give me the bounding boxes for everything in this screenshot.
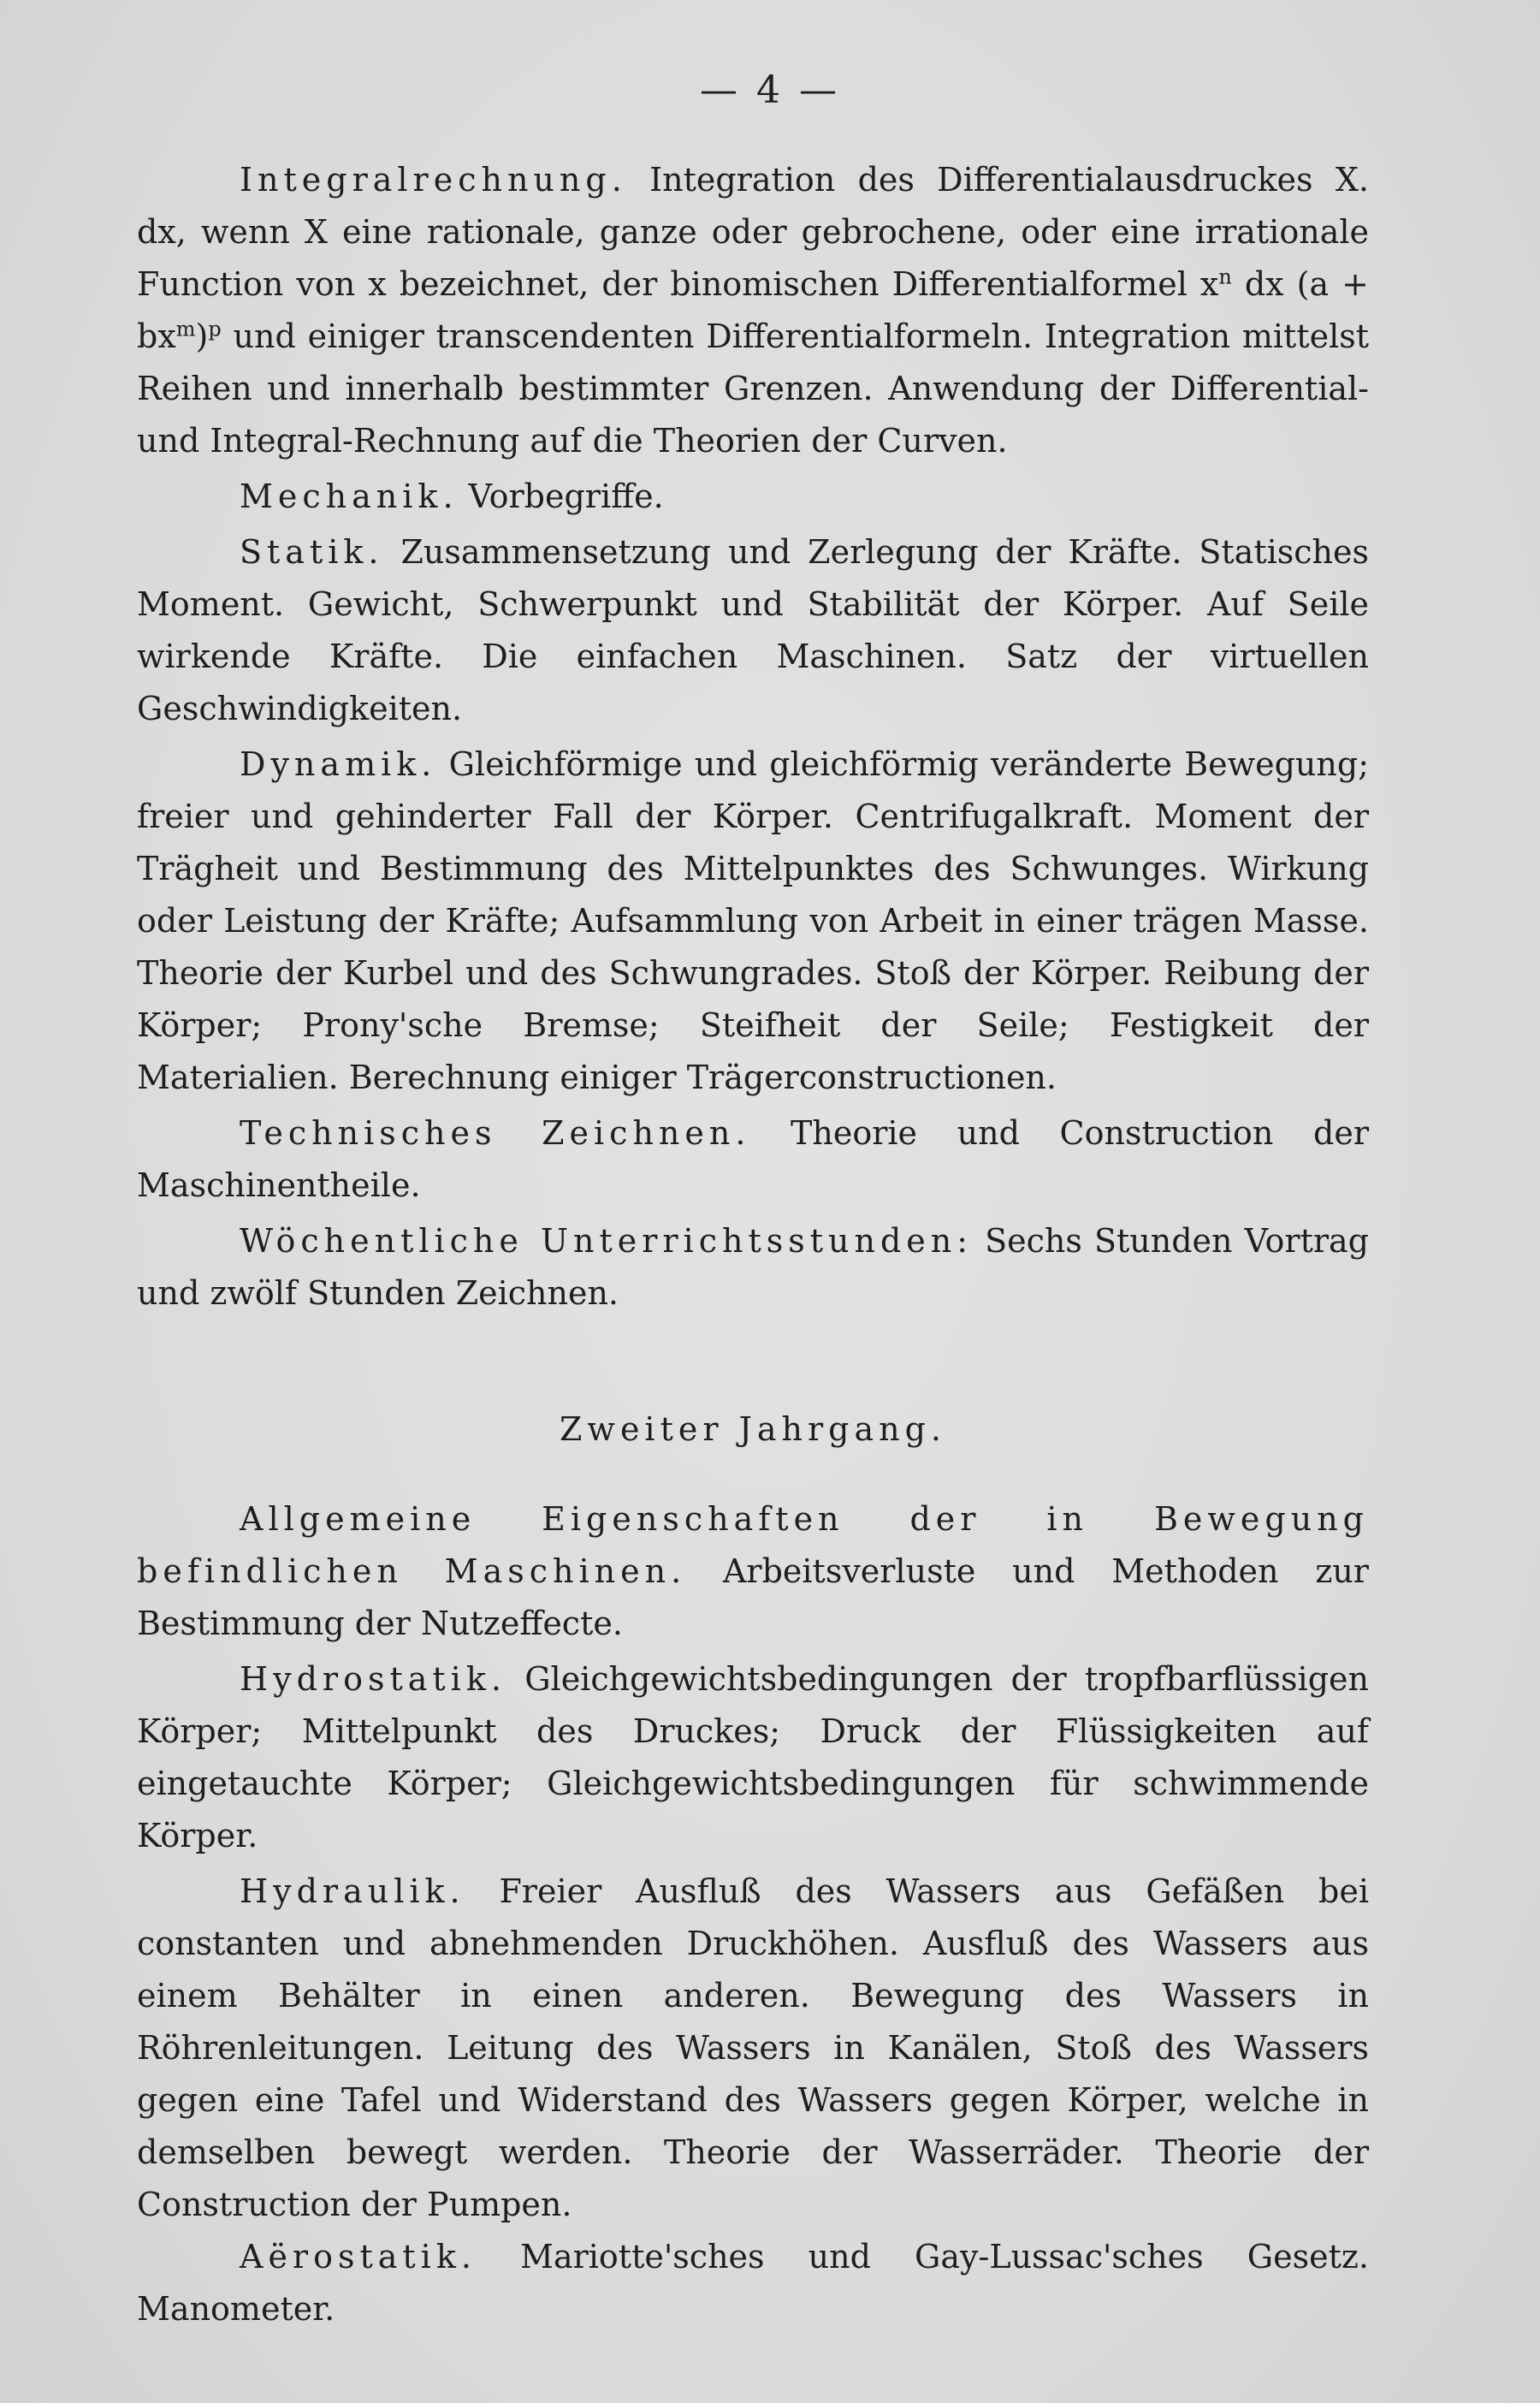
paragraph-technisches-zeichnen xyxy=(137,1107,1369,1212)
paragraph-text: Theorie und Construction der Maschinentheile. xyxy=(137,1114,1369,1204)
paragraph-hydrostatik xyxy=(137,1653,1369,1862)
page-number: — 4 — xyxy=(700,68,840,112)
paragraph-text: Arbeitsverluste und Methoden zur Bestimmung der Nutzeffecte. xyxy=(137,1552,1369,1642)
exponent-p: p xyxy=(208,317,222,341)
paragraph-statik xyxy=(137,526,1369,735)
term-integralrechnung: Integralrechnung. xyxy=(240,161,627,199)
paragraph-aerostatik xyxy=(137,2231,1369,2335)
term-technisches-zeichnen: Technisches Zeichnen. xyxy=(240,1114,751,1152)
paragraph-text: Freier Ausfluß des Wassers aus Gefäßen bei constanten und abnehmenden Druckhöhen. Ausfluß des Wassers aus einem Behälter in einen anderen. Bewegung des Wassers in Röhrenleitungen. Leitung des Wassers in Kanälen, Stoß des Wassers gegen eine Tafel und Widerstand des Wassers gegen Körper, welche in demselben bewegt werden. Theorie der Wasserräder. Theorie der Construction der Pumpen. xyxy=(137,1872,1369,2223)
term-allgemeine-eigenschaften: Allgemeine Eigenschaften der in Bewegung befindlichen Maschinen. xyxy=(137,1500,1369,1590)
term-dynamik: Dynamik. xyxy=(240,745,437,783)
paragraph-text: Zusammensetzung und Zerlegung der Kräfte. Statisches Moment. Gewicht, Schwerpunkt und Stabilität der Körper. Auf Seile wirkende Kräfte. Die einfachen Maschinen. Satz der virtuellen Geschwindigkeiten. xyxy=(137,533,1369,727)
paragraph-text: Sechs Stunden Vortrag und zwölf Stunden Zeichnen. xyxy=(137,1222,1369,1312)
exponent-n: n xyxy=(1218,264,1232,289)
term-aerostatik: Aërostatik. xyxy=(240,2238,477,2275)
paragraph-integralrechnung xyxy=(137,154,1369,467)
paragraph-text: dx (a + bx xyxy=(137,265,1369,355)
paragraph-unterrichtsstunden xyxy=(137,1215,1369,1320)
paragraph-text: Gleichförmige und gleichförmig veränderte Bewegung; freier und gehinderter Fall der Körper. Centrifugalkraft. Moment der Trägheit und Bestimmung des Mittelpunktes des Schwunges. Wirkung oder Leistung der Kräfte; Aufsammlung von Arbeit in einer trägen Masse. Theorie der Kurbel und des Schwungrades. Stoß der Körper. Reibung der Körper; Prony'sche Bremse; Steifheit der Seile; Festigkeit der Materialien. Berechnung einiger Trägerconstructionen. xyxy=(137,745,1369,1096)
term-hydraulik: Hydraulik. xyxy=(240,1872,465,1910)
paragraph-text: Mariotte'sches und Gay-Lussac'sches Gesetz. Manometer. xyxy=(137,2238,1369,2328)
paragraph-dynamik xyxy=(137,739,1369,1104)
paragraph-text: ) xyxy=(195,317,209,355)
paragraph-hydraulik xyxy=(137,1866,1369,2231)
term-hydrostatik: Hydrostatik. xyxy=(240,1660,506,1698)
section-heading: Zweiter Jahrgang. xyxy=(560,1410,946,1448)
term-statik: Statik. xyxy=(240,533,384,571)
term-unterrichtsstunden: Wöchentliche Unterrichtsstunden: xyxy=(240,1222,974,1260)
paragraph-text: Vorbegriffe. xyxy=(468,478,664,515)
paragraph-text: und einiger transcendenten Differentialformeln. Integration mittelst Reihen und innerhalb bestimmter Grenzen. Anwendung der Differential- und Integral-Rechnung auf die Theorien der Curven. xyxy=(137,317,1369,460)
body-text xyxy=(137,154,1369,2339)
term-mechanik: Mechanik. xyxy=(240,478,459,515)
paragraph-mechanik xyxy=(137,471,1369,523)
paragraph-text: Gleichgewichtsbedingungen der tropfbarflüssigen Körper; Mittelpunkt des Druckes; Druck der Flüssigkeiten auf eingetauchte Körper; Gleichgewichtsbedingungen für schwimmende Körper. xyxy=(137,1660,1369,1854)
exponent-m: m xyxy=(175,317,196,341)
paragraph-text: Integration des Differentialausdruckes X. dx, wenn X eine rationale, ganze oder gebrochene, oder eine irrationale Function von x bezeichnet, der binomischen Differentialformel x xyxy=(137,161,1369,303)
paragraph-allgemeine-eigenschaften xyxy=(137,1493,1369,1650)
